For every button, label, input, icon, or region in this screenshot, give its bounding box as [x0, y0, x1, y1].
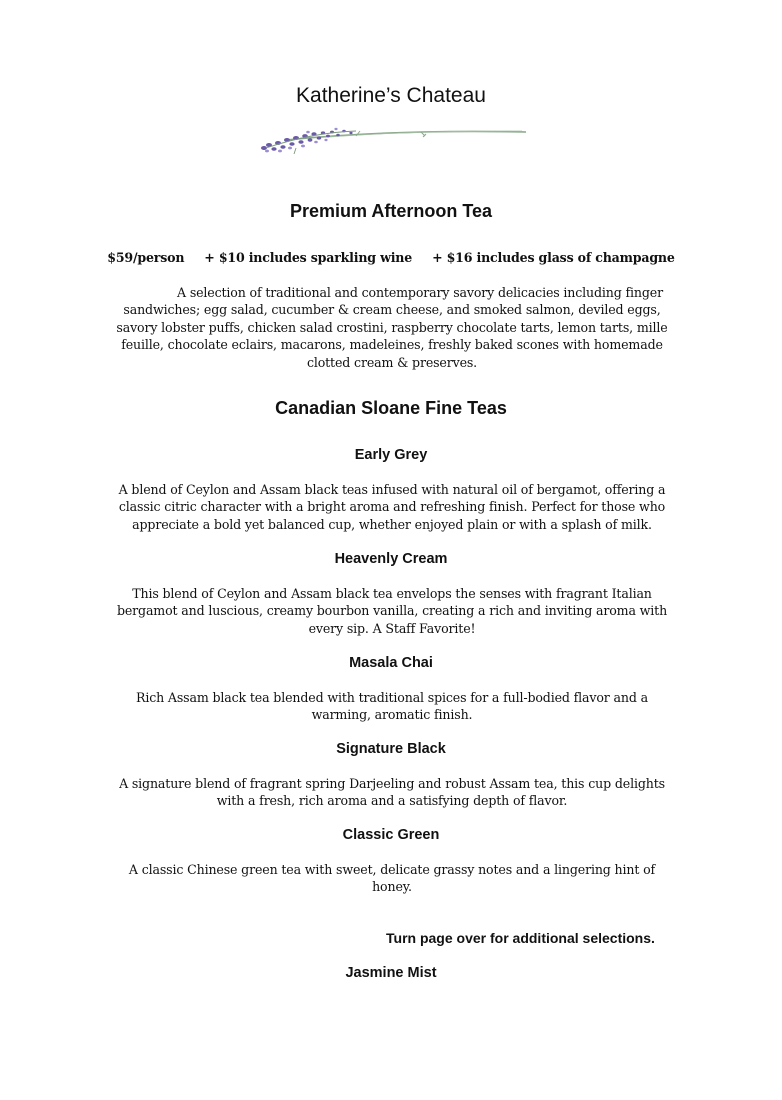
tea-name-early-grey: Early Grey — [354, 447, 428, 463]
tea-name-jasmine-mist: Jasmine Mist — [345, 965, 437, 981]
turn-page-note: Turn page over for additional selections. — [386, 930, 655, 946]
price-sparkling-wine: + $10 includes sparkling wine — [204, 250, 413, 265]
tea-description-signature-black: A signature blend of fragrant spring Darjeeling and robust Assam tea, this cup delights with a fresh, rich aroma and a satisfying depth of flavor. — [119, 776, 665, 809]
tea-description-heavenly-cream: This blend of Ceylon and Assam black tea envelops the senses with fragrant Italian bergamot and luscious, creamy bourbon vanilla, creating a rich and inviting aroma with every sip. A Staff Favorite! — [116, 586, 668, 636]
tea-name-signature-black: Signature Black — [336, 741, 446, 757]
price-options — [100, 249, 682, 266]
tea-name-heavenly-cream: Heavenly Cream — [334, 551, 448, 567]
restaurant-name: Katherine’s Chateau — [296, 84, 486, 107]
lavender-sprig-icon — [256, 118, 528, 158]
tea-description-early-grey: A blend of Ceylon and Assam black teas infused with natural oil of bergamot, offering a classic citric character with a bright aroma and refreshing finish. Perfect for those who appreciate a bold yet balanced cup, whether enjoyed plain or with a splash of milk. — [118, 482, 666, 532]
tea-name-classic-green: Classic Green — [342, 827, 440, 843]
tea-name-masala-chai: Masala Chai — [349, 655, 433, 671]
afternoon-tea-title: Premium Afternoon Tea — [289, 201, 493, 221]
tea-description-classic-green: A classic Chinese green tea with sweet, delicate grassy notes and a lingering hint of honey. — [128, 862, 656, 895]
price-champagne: + $16 includes glass of champagne — [432, 250, 675, 265]
afternoon-tea-description: A selection of traditional and contemporary savory delicacies including finger sandwiches; egg salad, cucumber & cream cheese, and smoked salmon, deviled eggs, savory lobster puffs, chicken salad crostini, raspberry chocolate tarts, lemon tarts, mille feuille, chocolate eclairs, macarons, madeleines, freshly baked scones with homemade clotted cream & preserves. — [116, 285, 668, 370]
teas-section-title: Canadian Sloane Fine Teas — [275, 398, 507, 418]
tea-description-masala-chai: Rich Assam black tea blended with traditional spices for a full-bodied flavor and a warming, aromatic finish. — [136, 690, 648, 723]
price-per-person: $59/person — [107, 250, 185, 265]
